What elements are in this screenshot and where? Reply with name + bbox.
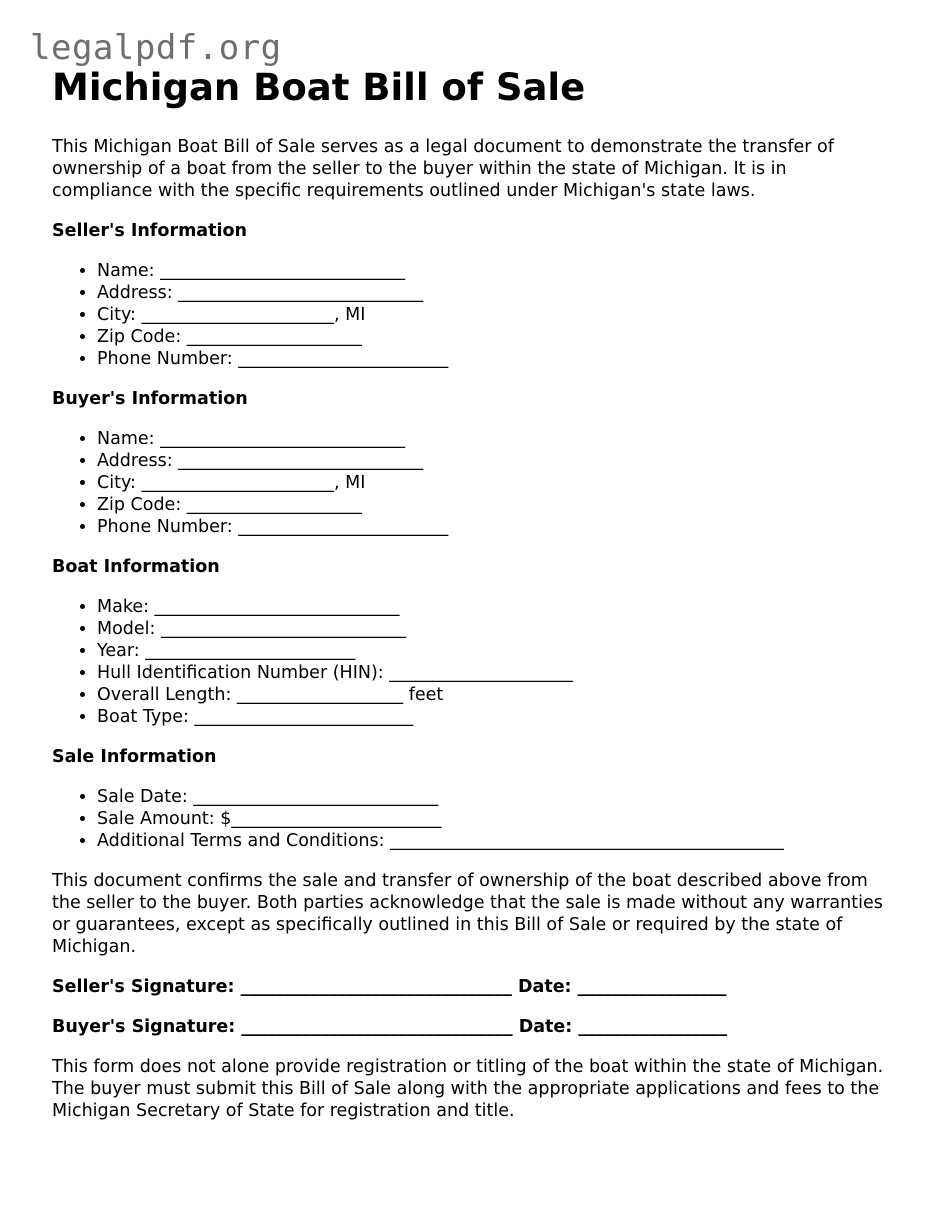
buyer-field-list [52, 428, 887, 538]
seller-city-field: • City: ______________________, MI [97, 304, 887, 326]
buyer-section-heading: Buyer's Information [52, 389, 248, 409]
buyer-name-field: • Name: ____________________________ [97, 428, 887, 450]
sale-amount-field: • Sale Amount: $________________________ [97, 808, 887, 830]
boat-section-heading: Boat Information [52, 557, 220, 577]
sale-field-list [52, 786, 887, 852]
intro-paragraph: This Michigan Boat Bill of Sale serves as a legal document to demonstrate the transfer of ownership of a boat from the seller to the buyer within the state of Michigan. It is in compliance with the specific requirements outlined under Michigan's state laws. [52, 137, 834, 201]
seller-signature-line: Seller's Signature: _______________________________ Date: _________________ [52, 977, 727, 997]
sale-terms-field: • Additional Terms and Conditions: _____________________________________________ [97, 830, 887, 852]
sale-date-field: • Sale Date: ____________________________ [97, 786, 887, 808]
seller-address-field: • Address: ____________________________ [97, 282, 887, 304]
seller-name-field: • Name: ____________________________ [97, 260, 887, 282]
page-title: Michigan Boat Bill of Sale [52, 66, 586, 109]
boat-field-list [52, 596, 887, 728]
buyer-address-field: • Address: ____________________________ [97, 450, 887, 472]
buyer-city-field: • City: ______________________, MI [97, 472, 887, 494]
confirmation-paragraph: This document confirms the sale and transfer of ownership of the boat described above from the seller to the buyer. Both parties acknowledge that the sale is made without any warranties or guarantees, except as specifically outlined in this Bill of Sale or required by the state of Michigan. [52, 871, 883, 957]
document-page [52, 66, 887, 1140]
closing-paragraph: This form does not alone provide registration or titling of the boat within the state of Michigan. The buyer must submit this Bill of Sale along with the appropriate applications and fees to the Michigan Secretary of State for registration and title. [52, 1057, 884, 1121]
boat-hin-field: • Hull Identification Number (HIN): _____________________ [97, 662, 887, 684]
buyer-zip-field: • Zip Code: ____________________ [97, 494, 887, 516]
seller-field-list [52, 260, 887, 370]
watermark-logo: legalpdf.org [30, 28, 282, 68]
seller-phone-field: • Phone Number: ________________________ [97, 348, 887, 370]
boat-length-field: • Overall Length: ___________________ feet [97, 684, 887, 706]
seller-section-heading: Seller's Information [52, 221, 247, 241]
buyer-phone-field: • Phone Number: ________________________ [97, 516, 887, 538]
seller-zip-field: • Zip Code: ____________________ [97, 326, 887, 348]
boat-type-field: • Boat Type: _________________________ [97, 706, 887, 728]
buyer-signature-line: Buyer's Signature: _______________________________ Date: _________________ [52, 1017, 728, 1037]
sale-section-heading: Sale Information [52, 747, 217, 767]
boat-make-field: • Make: ____________________________ [97, 596, 887, 618]
boat-model-field: • Model: ____________________________ [97, 618, 887, 640]
boat-year-field: • Year: ________________________ [97, 640, 887, 662]
